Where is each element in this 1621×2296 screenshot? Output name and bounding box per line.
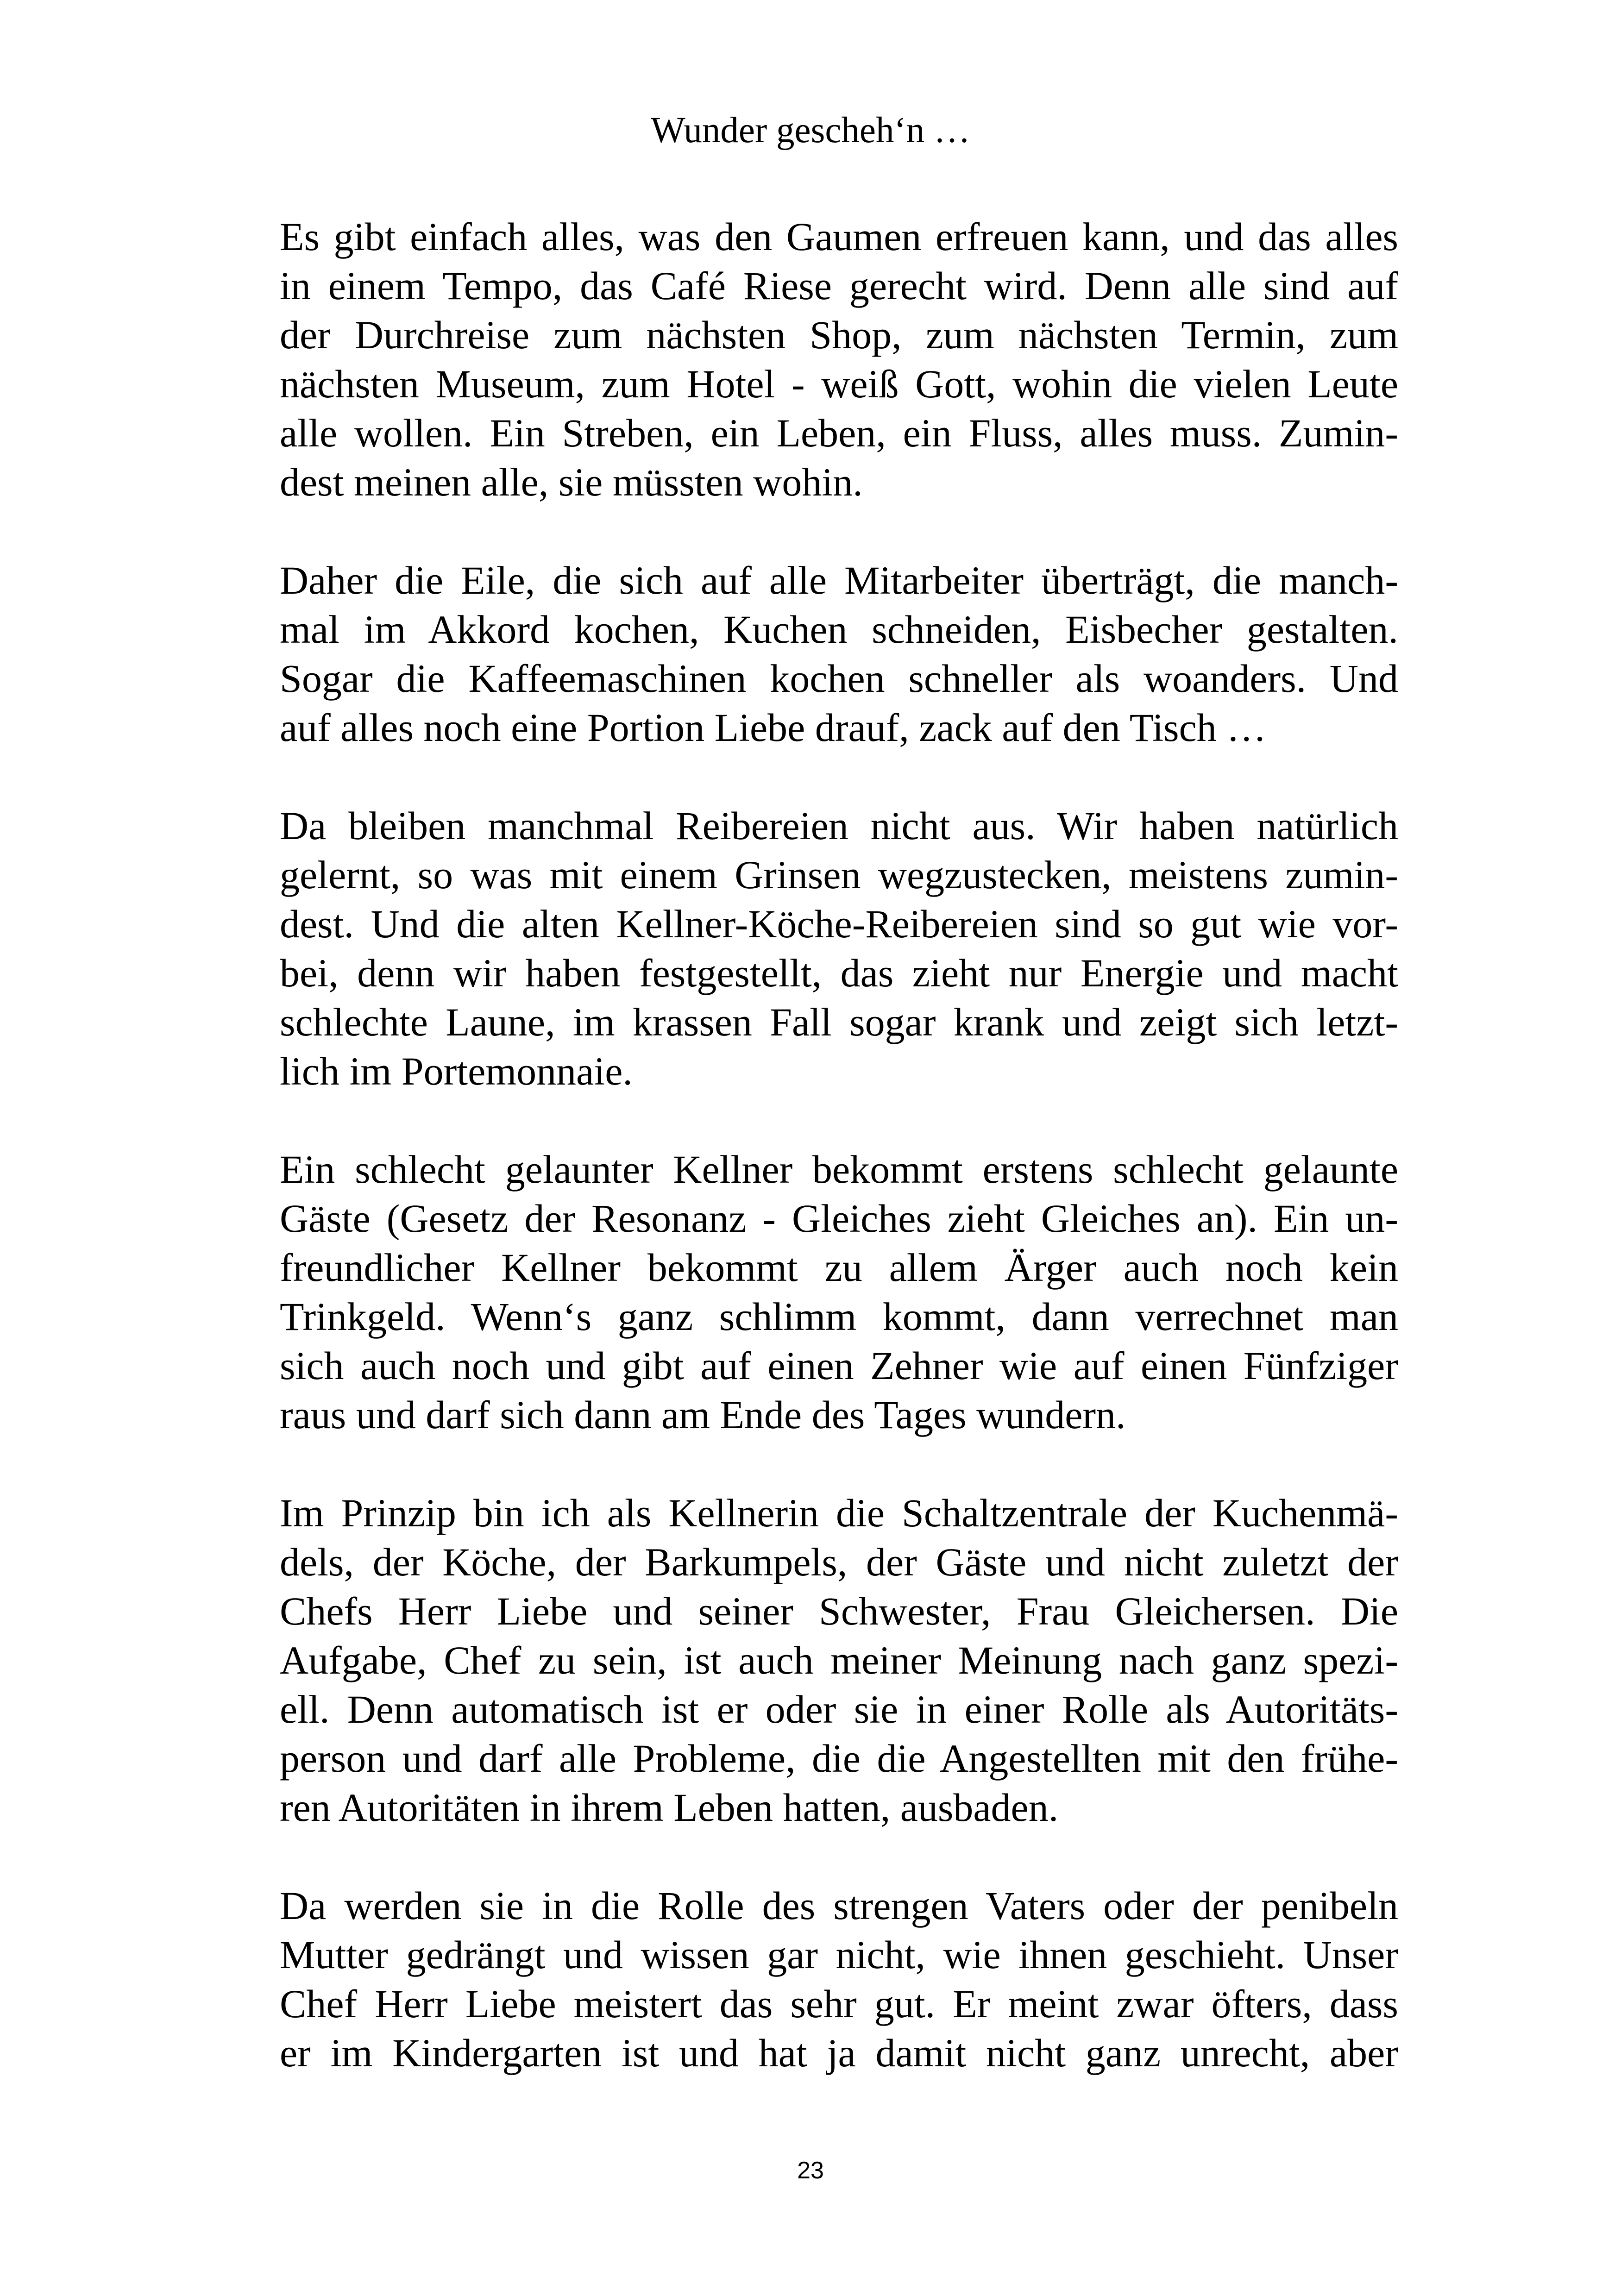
text-line: Daher die Eile, die sich auf alle Mitarbeiter überträgt, die manch- [280, 558, 1398, 602]
running-head: Wunder gescheh‘n … [650, 110, 970, 151]
text-line: raus und darf sich dann am Ende des Tages wundern. [280, 1393, 1126, 1437]
page-number: 23 [797, 2157, 824, 2184]
text-line: bei, denn wir haben festgestellt, das zieht nur Energie und macht [280, 951, 1398, 995]
text-line: Im Prinzip bin ich als Kellnerin die Schaltzentrale der Kuchenmä- [280, 1491, 1398, 1535]
text-line: ell. Denn automatisch ist er oder sie in einer Rolle als Autoritäts- [280, 1687, 1398, 1731]
text-line: Da bleiben manchmal Reibereien nicht aus. Wir haben natürlich [280, 803, 1398, 848]
text-line: Ein schlecht gelaunter Kellner bekommt erstens schlecht gelaunte [280, 1147, 1398, 1192]
paragraph [280, 801, 1398, 1096]
text-line: dest meinen alle, sie müssten wohin. [280, 460, 863, 504]
body-text [280, 212, 1398, 2127]
text-line: sich auch noch und gibt auf einen Zehner wie auf einen Fünfziger [280, 1343, 1398, 1388]
text-line: Mutter gedrängt und wissen gar nicht, wie ihnen geschieht. Unser [280, 1932, 1398, 1977]
text-line: Chef Herr Liebe meistert das sehr gut. Er meint zwar öfters, dass [280, 1982, 1398, 2026]
paragraph [280, 1881, 1398, 2077]
text-line: ren Autoritäten in ihrem Leben hatten, ausbaden. [280, 1785, 1059, 1830]
text-line: Aufgabe, Chef zu sein, ist auch meiner Meinung nach ganz spezi- [280, 1638, 1398, 1682]
text-line: person und darf alle Probleme, die die Angestellten mit den frühe- [280, 1736, 1398, 1781]
text-line: auf alles noch eine Portion Liebe drauf, zack auf den Tisch … [280, 705, 1267, 750]
paragraph [280, 1145, 1398, 1439]
text-line: nächsten Museum, zum Hotel - weiß Gott, wohin die vielen Leute [280, 362, 1398, 406]
text-line: alle wollen. Ein Streben, ein Leben, ein Fluss, alles muss. Zumin- [280, 411, 1398, 455]
text-line: gelernt, so was mit einem Grinsen wegzustecken, meistens zumin- [280, 853, 1398, 897]
text-line: der Durchreise zum nächsten Shop, zum nächsten Termin, zum [280, 313, 1398, 357]
text-line: freundlicher Kellner bekommt zu allem Ärger auch noch kein [280, 1245, 1398, 1290]
text-line: mal im Akkord kochen, Kuchen schneiden, Eisbecher gestalten. [280, 607, 1398, 652]
text-line: dest. Und die alten Kellner-Köche-Reibereien sind so gut wie vor- [280, 902, 1398, 946]
paragraph [280, 212, 1398, 507]
text-line: in einem Tempo, das Café Riese gerecht wird. Denn alle sind auf [280, 263, 1398, 308]
text-line: Gäste (Gesetz der Resonanz - Gleiches zieht Gleiches an). Ein un- [280, 1196, 1398, 1241]
text-line: schlechte Laune, im krassen Fall sogar krank und zeigt sich letzt- [280, 1000, 1398, 1044]
text-line: Da werden sie in die Rolle des strengen Vaters oder der penibeln [280, 1883, 1398, 1928]
text-line: Es gibt einfach alles, was den Gaumen erfreuen kann, und das alles [280, 214, 1398, 259]
text-line: Sogar die Kaffeemaschinen kochen schneller als woanders. Und [280, 656, 1398, 701]
text-line: lich im Portemonnaie. [280, 1049, 633, 1093]
text-line: dels, der Köche, der Barkumpels, der Gäste und nicht zuletzt der [280, 1540, 1398, 1584]
text-line: er im Kindergarten ist und hat ja damit nicht ganz unrecht, aber [280, 2031, 1398, 2075]
paragraph [280, 1488, 1398, 1832]
paragraph [280, 556, 1398, 752]
text-line: Trinkgeld. Wenn‘s ganz schlimm kommt, dann verrechnet man [280, 1294, 1398, 1339]
text-line: Chefs Herr Liebe und seiner Schwester, Frau Gleichersen. Die [280, 1589, 1398, 1633]
